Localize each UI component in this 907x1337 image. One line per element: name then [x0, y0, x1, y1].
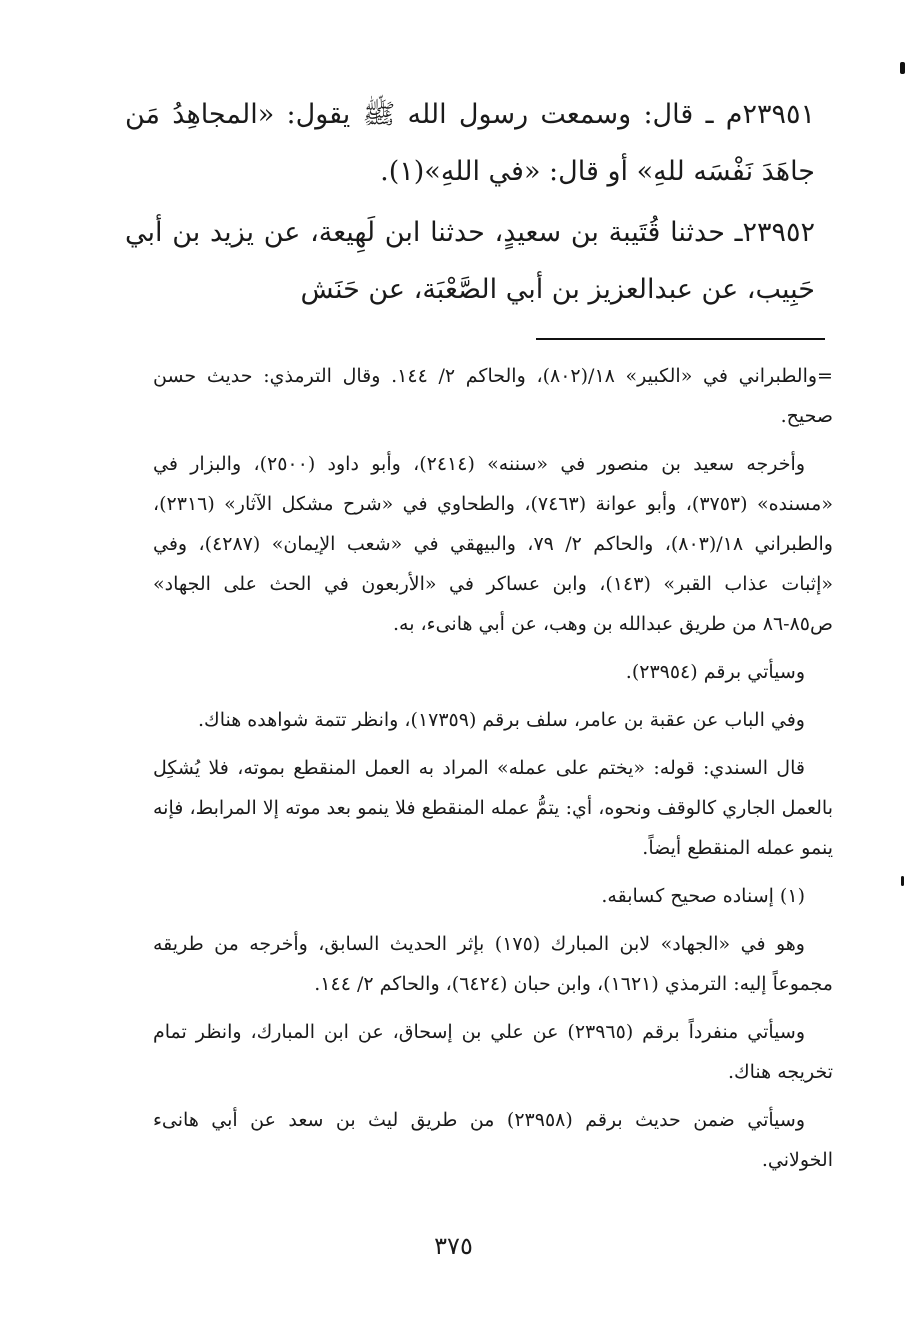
footnotes-section — [153, 356, 833, 1188]
footnote-paragraph: وهو في «الجهاد» لابن المبارك (١٧٥) بإثر الحديث السابق، وأخرجه من طريقه مجموعاً إليه: الترمذي (١٦٢١)، وابن حبان (٦٤٢٤)، والحاكم ٢/ ١٤٤. — [153, 933, 833, 995]
hadith-23951-text: ٢٣٩٥١م ـ قال: وسمعت رسول الله ﷺ يقول: «المجاهِدُ مَن جاهَدَ نَفْسَه للهِ» أو قال: «في اللهِ»(١). — [125, 99, 815, 187]
footnote-paragraph: وأخرجه سعيد بن منصور في «سننه» (٢٤١٤)، وأبو داود (٢٥٠٠)، والبزار في «مسنده» (٣٧٥٣)، وأبو عوانة (٧٤٦٣)، والطحاوي في «شرح مشكل الآثار» (٢٣١٦)، والطبراني ١٨/(٨٠٣)، والحاكم ٢/ ٧٩، والبيهقي في «شعب الإيمان» (٤٢٨٧)، وفي «إثبات عذاب القبر» (١٤٣)، وابن عساكر في «الأربعون في الحث على الجهاد» ص٨٥-٨٦ من طريق عبدالله بن وهب، عن أبي هانىء، به. — [153, 453, 833, 635]
footnote-separator — [536, 338, 825, 340]
footnote-paragraph: قال السندي: قوله: «يختم على عمله» المراد به العمل المنقطع بموته، فلا يُشكِل بالعمل الجاري كالوقف ونحوه، أي: يتمُّ عمله المنقطع فلا ينمو بعد موته إلا المرابط، فإنه ينمو عمله المنقطع أيضاً. — [153, 757, 833, 859]
hadith-23952-text: ٢٣٩٥٢ـ حدثنا قُتَيبة بن سعيدٍ، حدثنا ابن لَهِيعة، عن يزيد بن أبي حَبِيب، عن عبدالعزيز بن أبي الصَّعْبَة، عن حَنَش — [125, 217, 815, 305]
footnote-paragraph: وسيأتي ضمن حديث برقم (٢٣٩٥٨) من طريق ليث بن سعد عن أبي هانىء الخولاني. — [153, 1109, 833, 1171]
scan-edge-mark — [900, 62, 905, 74]
footnote-paragraph: =والطبراني في «الكبير» ١٨/(٨٠٢)، والحاكم ٢/ ١٤٤. وقال الترمذي: حديث حسن صحيح. — [153, 365, 833, 427]
scan-edge-mark — [901, 876, 904, 886]
footnote-paragraph: وسيأتي منفرداً برقم (٢٣٩٦٥) عن علي بن إسحاق، عن ابن المبارك، وانظر تمام تخريجه هناك. — [153, 1021, 833, 1083]
footnote-paragraph: وسيأتي برقم (٢٣٩٥٤). — [625, 661, 805, 683]
page-number: ٣٧٥ — [434, 1232, 473, 1260]
footnote-paragraph: (١) إسناده صحيح كسابقه. — [601, 885, 805, 907]
footnote-paragraph: وفي الباب عن عقبة بن عامر، سلف برقم (١٧٣٥٩)، وانظر تتمة شواهده هناك. — [198, 709, 805, 731]
